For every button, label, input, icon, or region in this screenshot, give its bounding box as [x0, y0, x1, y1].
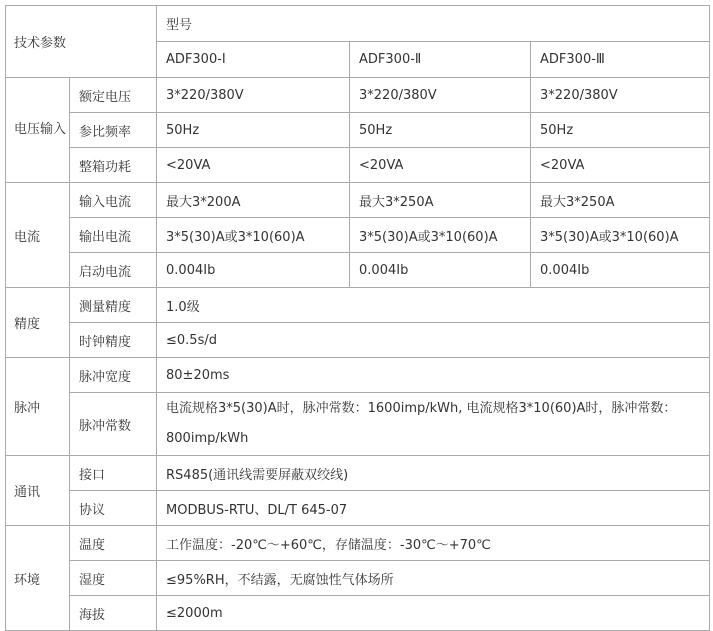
cell-value: ≤2000m: [157, 596, 710, 631]
cell-value: 0.004Ib: [531, 253, 710, 288]
table-row: [6, 78, 710, 113]
cell-value: 3*5(30)A或3*10(60)A: [350, 218, 531, 253]
model-name: ADF300-Ⅲ: [531, 42, 710, 78]
row-label: 时钟精度: [70, 323, 157, 358]
row-label: 温度: [70, 526, 157, 561]
cell-value: RS485(通讯线需要屏蔽双绞线): [157, 456, 710, 491]
cell-value: 最大3*200A: [157, 183, 350, 218]
cell-value: 50Hz: [531, 113, 710, 148]
row-label: 额定电压: [70, 78, 157, 113]
row-label: 湿度: [70, 561, 157, 596]
cell-value: <20VA: [157, 148, 350, 183]
table-row: [6, 323, 710, 358]
model-name: ADF300-Ⅰ: [157, 42, 350, 78]
cell-value: ≤0.5s/d: [157, 323, 710, 358]
cell-value: ≤95%RH，不结露，无腐蚀性气体场所: [157, 561, 710, 596]
cell-value: 50Hz: [350, 113, 531, 148]
cell-value: <20VA: [350, 148, 531, 183]
row-label: 脉冲宽度: [70, 358, 157, 393]
table-row: [6, 183, 710, 218]
table-row: [6, 358, 710, 393]
category-environment: 环境: [6, 526, 70, 631]
params-header: 技术参数: [6, 6, 157, 78]
row-label: 脉冲常数: [70, 393, 157, 456]
category-pulse: 脉冲: [6, 358, 70, 456]
row-label: 参比频率: [70, 113, 157, 148]
cell-value: 3*5(30)A或3*10(60)A: [531, 218, 710, 253]
table-row: [6, 456, 710, 491]
row-label: 测量精度: [70, 288, 157, 323]
row-label: 启动电流: [70, 253, 157, 288]
cell-value: 3*220/380V: [531, 78, 710, 113]
row-label: 输出电流: [70, 218, 157, 253]
cell-value: 0.004Ib: [157, 253, 350, 288]
table-row: [6, 148, 710, 183]
cell-value: 80±20ms: [157, 358, 710, 393]
row-label: 海拔: [70, 596, 157, 631]
row-label: 整箱功耗: [70, 148, 157, 183]
cell-value: 50Hz: [157, 113, 350, 148]
category-current: 电流: [6, 183, 70, 288]
cell-value: 3*5(30)A或3*10(60)A: [157, 218, 350, 253]
row-label: 接口: [70, 456, 157, 491]
cell-value: <20VA: [531, 148, 710, 183]
cell-value: 电流规格3*5(30)A时，脉冲常数：1600imp/kWh, 电流规格3*10(60)A时，脉冲常数：800imp/kWh: [157, 393, 710, 456]
cell-value: 最大3*250A: [350, 183, 531, 218]
cell-value: MODBUS-RTU、DL/T 645-07: [157, 491, 710, 526]
row-label: 输入电流: [70, 183, 157, 218]
spec-table: [5, 5, 710, 631]
table-row: [6, 253, 710, 288]
table-row: [6, 218, 710, 253]
category-voltage-input: 电压输入: [6, 78, 70, 183]
cell-value: 0.004Ib: [350, 253, 531, 288]
category-communication: 通讯: [6, 456, 70, 526]
table-row: [6, 288, 710, 323]
cell-value: 3*220/380V: [350, 78, 531, 113]
table-row: [6, 113, 710, 148]
table-row: [6, 596, 710, 631]
model-header: 型号: [157, 6, 710, 42]
category-accuracy: 精度: [6, 288, 70, 358]
model-name: ADF300-Ⅱ: [350, 42, 531, 78]
row-label: 协议: [70, 491, 157, 526]
cell-value: 工作温度：-20℃～+60℃，存储温度：-30℃～+70℃: [157, 526, 710, 561]
table-row: [6, 491, 710, 526]
table-row: [6, 561, 710, 596]
table-row: [6, 393, 710, 456]
cell-value: 3*220/380V: [157, 78, 350, 113]
header-row: [6, 6, 710, 42]
cell-value: 1.0级: [157, 288, 710, 323]
table-row: [6, 526, 710, 561]
cell-value: 最大3*250A: [531, 183, 710, 218]
